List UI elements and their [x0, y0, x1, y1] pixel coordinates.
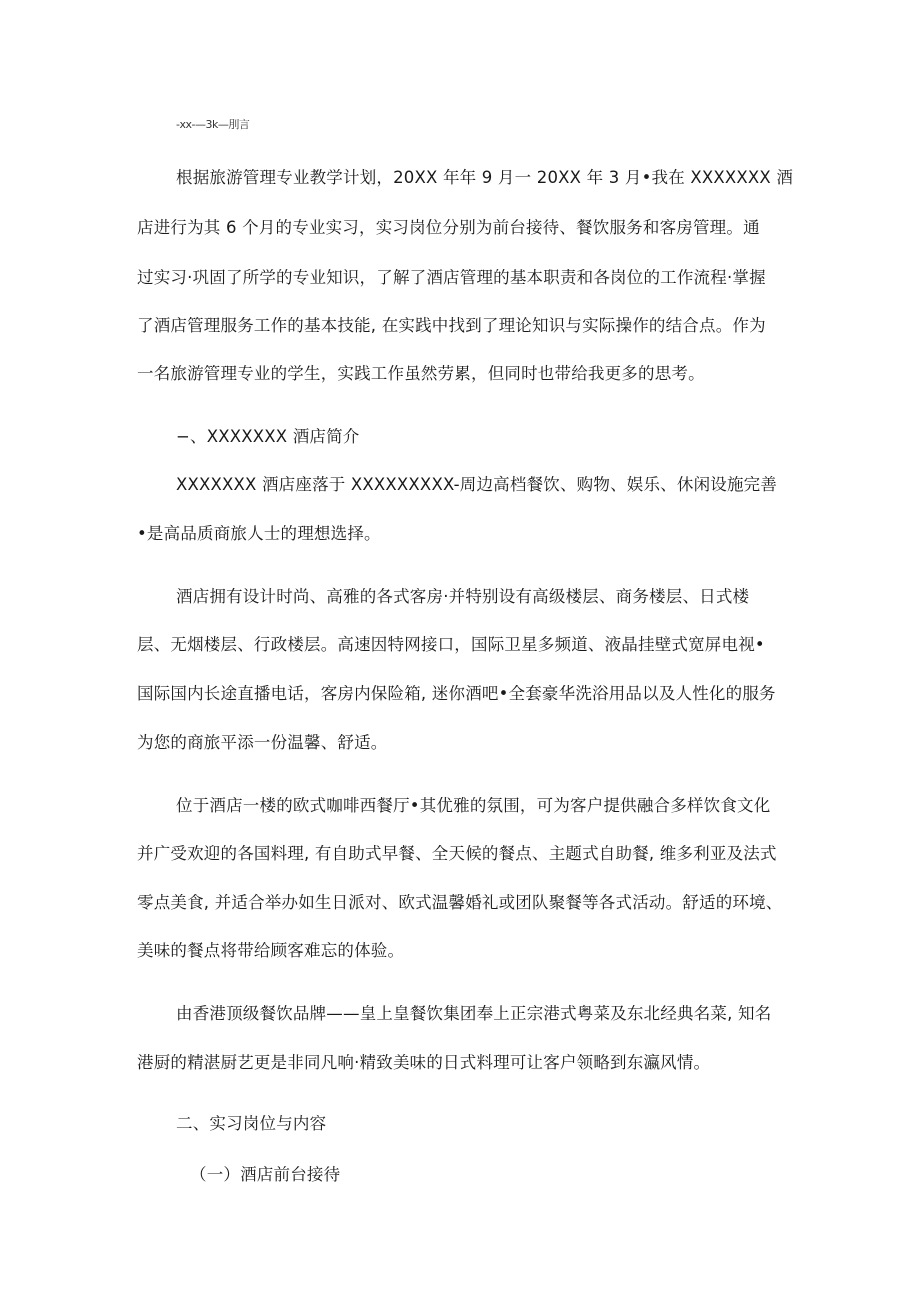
section-1-para-3-line-2: 并广受欢迎的各国料理, 有自助式早餐、全天候的餐点、主题式自助餐, 维多利亚及法式 [137, 844, 777, 863]
section-1-para-3-line-4: 美味的餐点将带给顾客难忘的体验。 [137, 941, 405, 960]
section-1-heading: −、XXXXXXX 酒店简介 [176, 427, 360, 446]
section-2-subheading: （一）酒店前台接待 [190, 1165, 341, 1184]
section-1-para-2-line-4: 为您的商旅平添一份温馨、舒适。 [137, 733, 388, 752]
section-1-para-4-line-1: 由香港顶级餐饮品牌——皇上皇餐饮集团奉上正宗港式粤菜及东北经典名菜, 知名 [176, 1004, 772, 1023]
intro-line-2: 店进行为其 6 个月的专业实习，实习岗位分别为前台接待、餐饮服务和客房管理。通 [137, 218, 760, 237]
section-1-para-3-line-1: 位于酒店一楼的欧式咖啡西餐厅•其优雅的氛围，可为客户提供融合多样饮食文化 [176, 796, 771, 815]
intro-line-3: 过实习·巩固了所学的专业知识，了解了酒店管理的基本职责和各岗位的工作流程·掌握 [137, 268, 766, 287]
section-1-para-3-line-3: 零点美食, 并适合举办如生日派对、欧式温馨婚礼或团队聚餐等各式活动。舒适的环境、 [137, 893, 783, 912]
section-1-para-2-line-1: 酒店拥有设计时尚、高雅的各式客房·并特别设有高级楼层、商务楼层、日式楼 [176, 587, 750, 606]
section-1-para-1-line-1: XXXXXXX 酒店座落于 XXXXXXXXX-周边高档餐饮、购物、娱乐、休闲设施完善 [176, 475, 778, 494]
section-1-para-1-line-2: •是高品质商旅人士的理想选择。 [137, 524, 381, 543]
intro-line-1: 根据旅游管理专业教学计划，20XX 年年 9 月一 20XX 年 3 月•我在 XXXXXXX 酒 [176, 168, 794, 187]
section-1-para-2-line-3: 国际国内长途直播电话，客房内保险箱, 迷你酒吧•全套豪华洗浴用品以及人性化的服务 [137, 684, 776, 703]
section-2-heading: 二、实习岗位与内容 [176, 1114, 327, 1133]
section-1-para-2-line-2: 层、无烟楼层、行政楼层。高速因特网接口，国际卫星多频道、液晶挂壁式宽屏电视• [137, 635, 765, 654]
intro-line-5: 一名旅游管理专业的学生，实践工作虽然劳累，但同时也带给我更多的思考。 [137, 364, 705, 383]
intro-line-4: 了酒店管理服务工作的基本技能, 在实践中找到了理论知识与实际操作的结合点。作为 [137, 316, 766, 335]
page-header-mark: -xx-—3k—刖言 [176, 118, 250, 131]
section-1-para-4-line-2: 港厨的精湛厨艺更是非同凡响·精致美味的日式料理可让客户领略到东瀛风情。 [137, 1053, 711, 1072]
